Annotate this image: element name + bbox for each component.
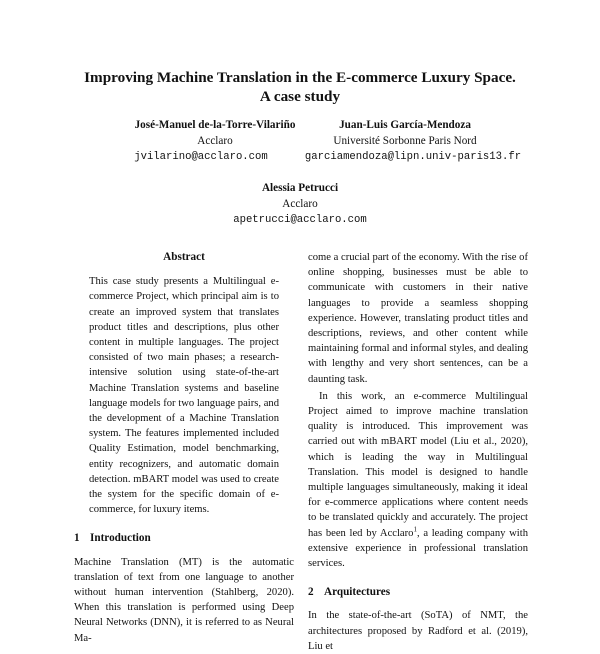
abstract-text: This case study presents a Multilingual e-commerce Project, which principal aim is to create an improved system that translates product titles and descriptions, plus other content in multiple languages. The project consisted of two main phases; a research-intensive solution using state-of-the-art Machine Translation systems and baseline language models for two language pairs, and the development of a Machine Translation system. The features implemented included Quality Estimation, model benchmarking, entity recognizers, and automatic domain detection. mBART model was used to create the system for the specific domain of e-commerce, for luxury items. bbox=[89, 276, 279, 516]
author-3-email[interactable]: apetrucci@acclaro.com bbox=[233, 214, 367, 226]
left-column bbox=[74, 250, 294, 646]
author-1-affiliation: Acclaro bbox=[197, 135, 233, 147]
author-2-name: Juan-Luis García-Mendoza bbox=[339, 119, 471, 131]
right-column bbox=[308, 250, 528, 654]
section-1-paragraph-1-continued: come a crucial part of the economy. With the rise of online shopping, businesses must be able to communicate with customers in their native languages to provide a seamless shopping experience. However, translating product titles and descriptions, reviews, and other content while maintaining formal and informal styles, and dealing with lengthy and very short sentences, can be a daunting task. bbox=[308, 252, 528, 385]
section-1-number: 1 bbox=[74, 532, 80, 545]
author-2-email[interactable]: garciamendoza@lipn.univ-paris13.fr bbox=[304, 151, 522, 163]
footnote-marker[interactable]: 1 bbox=[413, 525, 417, 534]
paper-title-line-2: A case study bbox=[259, 88, 341, 105]
section-2-heading bbox=[308, 585, 528, 600]
author-2 bbox=[290, 117, 520, 165]
author-3-affiliation: Acclaro bbox=[282, 198, 318, 210]
author-1-name: José-Manuel de-la-Torre-Vilariño bbox=[134, 119, 296, 131]
paper-title bbox=[0, 68, 600, 106]
author-1-email[interactable]: jvilarino@acclaro.com bbox=[134, 151, 268, 163]
section-2-title: Arquitectures bbox=[324, 586, 391, 599]
section-1-paragraph-1: Machine Translation (MT) is the automatic translation of text from one language to another without human intervention (Stahlberg, 2020). When this translation is performed using Deep Neural Networks (DNN), it is referred to as Neural Ma- bbox=[74, 556, 294, 644]
section-1-title: Introduction bbox=[90, 532, 151, 545]
abstract-heading: Abstract bbox=[163, 251, 205, 263]
author-1 bbox=[130, 117, 300, 165]
abstract bbox=[74, 274, 294, 517]
section-2-paragraph-1: In the state-of-the-art (SoTA) of NMT, the architectures proposed by Radford et al. (2019), Liu et bbox=[308, 610, 528, 652]
author-2-affiliation: Université Sorbonne Paris Nord bbox=[333, 135, 477, 147]
section-1-heading bbox=[74, 531, 294, 546]
section-2-number: 2 bbox=[308, 586, 314, 599]
paragraph-2-text: In this work, an e-commerce Multilingual Project aimed to improve machine translation quality is introduced. This improvement was carried out with mBART model (Liu et al., 2020), which is leading the way in Multilingual Translation. This model is designed to handle multiple languages simultaneously, making it ideal for e-commerce applications where content needs to be translated quickly and accurately. The project has been led by Acclaro bbox=[308, 390, 528, 539]
paragraph-2-text-end: , a leading company with extensive experience in professional translation services. bbox=[308, 527, 528, 570]
section-1-paragraph-2 bbox=[308, 389, 528, 571]
author-3 bbox=[0, 180, 600, 228]
author-3-name: Alessia Petrucci bbox=[261, 182, 339, 194]
paper-title-line-1: Improving Machine Translation in the E-commerce Luxury Space. bbox=[84, 69, 516, 86]
